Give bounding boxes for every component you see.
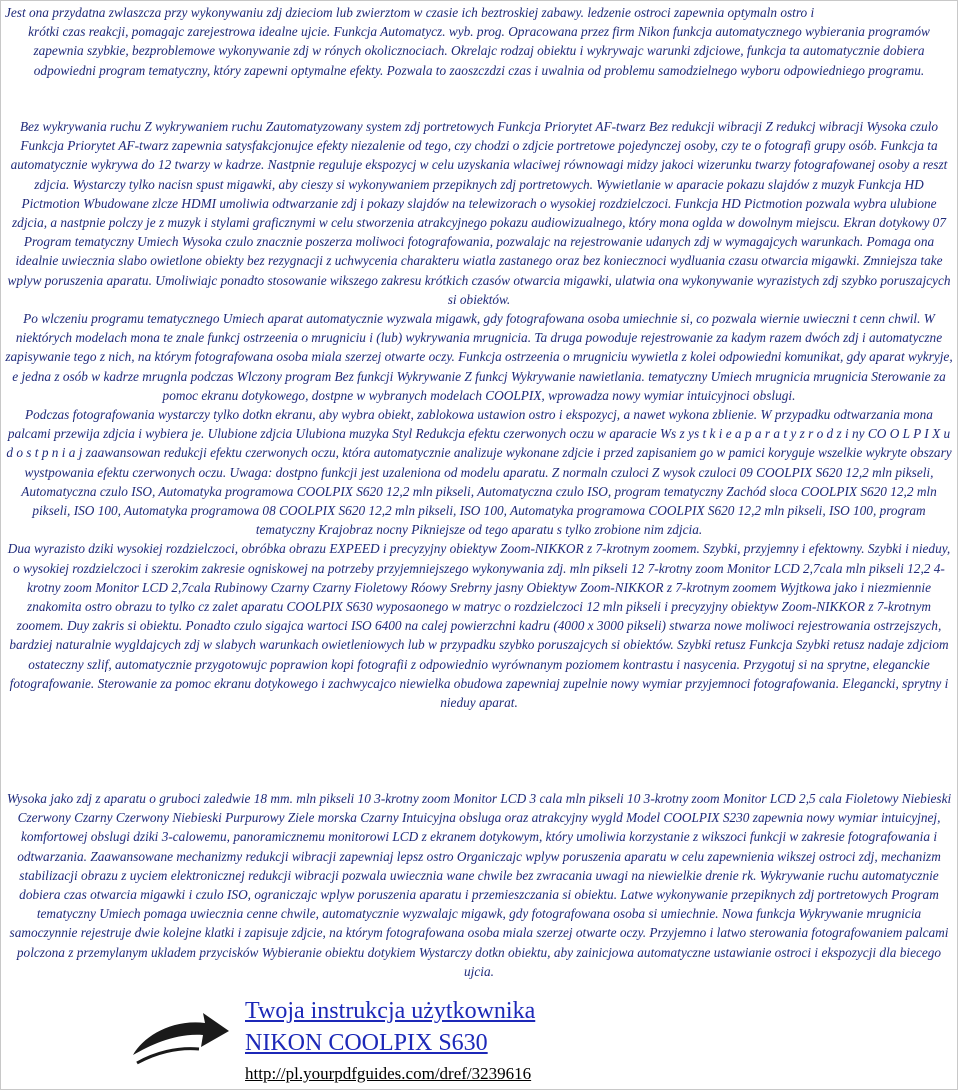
intro-line-rest: krótki czas reakcji, pomagajc zarejestrowa idealne ujcie. Funkcja Automatycz. wyb. prog. Opracowana przez firm Nikon funkcja automatycznego wybierania programów zapewnia szybkie, bezproblemowe wykonywanie zdj w rónych okolicznociach. Okrelajc rodzaj obiektu i wykrywajc warunki zdjciowe, funkcja ta automatycznie dobiera odpowiedni program tematyczny, który zapewni optymalne efekty. Pozwala to zaoszczdzi czas i uwalnia od problemu samodzielnego wyboru odpowiedniego programu. — [28, 24, 930, 78]
manual-title-link-line-2[interactable]: NIKON COOLPIX S630 — [245, 1030, 488, 1056]
footer-text — [245, 995, 535, 1085]
intro-line-1: Jest ona przydatna zwlaszcza przy wykonywaniu zdj dzieciom lub zwierztom w czasie ich beztroskiej zabawy. ledzenie ostroci zapewnia optymaln ostro i — [5, 5, 815, 20]
closing-text: Wysoka jako zdj z aparatu o gruboci zaledwie 18 mm. mln pikseli 10 3-krotny zoom Monitor LCD 3 cala mln pikseli 10 3-krotny zoom Monitor LCD 2,5 cala Fioletowy Niebieski Czerwony Czarny Czerwony Niebieski Purpurowy Ziele morska Czarny Intuicyjna obsluga oraz atrakcyjny wygld Model COOLPIX S230 zapewnia nowy wymiar intuicyjnej, komfortowej obslugi dziki 3-calowemu, panoramicznemu monitorowi LCD z ekranem dotykowym, który umoliwia korzystanie z wikszoci funkcji w zakresie fotografowania i odtwarzania. Zaawansowane mechanizmy redukcji wibracji zapewniaj lepsz ostro Organiczajc wplyw poruszenia aparatu w celu zapewnienia wikszej ostroci zdj, mechanizm stabilizacji obrazu z uyciem elektronicznej redukcji wibracji pozwala uwiecznia wane chwile bez zwracania uwagi na niewielkie drenie rk. Wykrywanie ruchu automatycznie dobiera czas otwarcia migawki i czulo ISO, ograniczajc wplyw poruszenia aparatu i przemieszczania si obiektu. Latwe wykonywanie przepiknych zdj portretowych Program tematyczny Umiech pomaga uwiecznia cenne chwile, automatycznie wyzwalajc migawk, gdy fotografowana osoba si umiechnie. Nowa funkcja Wykrywanie mrugnicia samoczynnie rejestruje dwie kolejne klatki i zapisuje zdjcie, na którym fotografowana osoba miala szerzej otwarte oczy. Przyjemno i latwo sterowania fotografowaniem palcami polczona z przemylanym ukladem przycisków Wybieranie obiektu dotykiem Wystarczy dotkn obiektu, aby zainicjowa automatyczne ustawianie ostroci i ekspozycji dla biecego ujcia. — [6, 791, 952, 979]
main-paragraph — [5, 117, 953, 712]
closing-paragraph — [5, 789, 953, 981]
manual-title-link-line-1[interactable]: Twoja instrukcja użytkownika — [245, 998, 536, 1024]
main-text: Bez wykrywania ruchu Z wykrywaniem ruchu Zautomatyzowany system zdj portretowych Funkcja Priorytet AF-twarz Bez redukcji wibracji Z redukcj wibracji Wysoka czulo Funkcja Priorytet AF-twarz zapewnia satysfakcjonujce efekty niezalenie od tego, czy chodzi o zdjcie portretowe pojedynczej osoby, czy te o fotografi grupy osób. Funkcja ta automatycznie wykrywa do 12 twarzy w kadrze. Nastpnie reguluje ekspozycj w celu uzyskania wlaciwej równowagi midzy jakoci wizerunku twarzy fotografowanej osoby a reszt zdjcia. Wystarczy tylko nacisn spust migawki, aby cieszy si wykonywaniem przepiknych zdj portretowych. Wywietlanie w aparacie pokazu slajdów z muzyk Funkcja HD Pictmotion Wbudowane zlcze HDMI umoliwia odtwarzanie zdj i pokazy slajdów na telewizorach o wysokiej rozdzielczoci. Funkcja HD Pictmotion pozwala wybra ulubione zdjcia, a nastpnie polczy je z muzyk i stylami graficznymi w celu stworzenia atrakcyjnego pokazu audiowizualnego, który mona oglda w dowolnym miejscu. Ekran dotykowy 07 Program tematyczny Umiech Wysoka czulo znacznie poszerza moliwoci fotografowania, pozwalajc na rejestrowanie udanych zdj w wymagajcych warunkach. Pomaga ona idealnie uwiecznia slabo owietlone obiekty bez rezygnacji z uchwycenia charakteru wiatla zastanego oraz bez koniecznoci wydluania czasu otwarcia migawki. Zmniejsza take wplyw poruszenia aparatu. Umoliwiajc ponadto stosowanie wikszego zakresu krótkich czasów otwarcia migawki, ulatwia ona wykonywanie wyrazistych zdj szybko poruszajcych si obiektów. Po wlczeniu programu tematycznego Umiech aparat automatycznie wyzwala migawk, gdy fotografowana osoba umiechnie si, co pozwala wiernie uwieczni t cenn chwil. W niektórych modelach mona te znale funkcj ostrzeenia o mrugniciu i (lub) wykrywania mrugnicia. Ta druga powoduje rejestrowanie za kadym razem dwóch zdj i automatyczne zapisywanie tego z nich, na którym fotografowana osoba miala szerzej otwarte oczy. Funkcja ostrzeenia o mrugniciu wywietla z kolei odpowiedni komunikat, gdy aparat wykryje, e jedna z osób w kadrze mrugnla podczas Wlczony program Bez funkcji Wykrywanie Z funkcj Wykrywanie nawietlania. tematyczny Umiech mrugnicia mrugnicia Sterowanie za pomoc ekranu dotykowego, dostpne w wybranych modelach COOLPIX, wprowadza nowy wymiar intuicyjnoci obslugi. Podczas fotografowania wystarczy tylko dotkn ekranu, aby wybra obiekt, zablokowa ustawion ostro i ekspozycj, a nawet wykona zblienie. W przypadku odtwarzania mona palcami przewija zdjcia i wybiera je. Ulubione zdjcia Ulubiona muzyka Styl Redukcja efektu czerwonych oczu w aparacie Ws z ys t k i e a p a r a t y z r o d z i ny CO O L P I X u d o s t p n i a j zaawansowan redukcji efektu czerwonych oczu, która automatycznie analizuje wykonane zdjcie i przed zapisaniem go w pamici koryguje wszelkie wykryte obszary wystpowania efektu czerwonych oczu. Uwaga: dostpno funkcji jest uzaleniona od modelu aparatu. Z normaln czuloci Z wysok czuloci 09 COOLPIX S620 12,2 mln pikseli, Automatyczna czulo ISO, Automatyka programowa COOLPIX S620 12,2 mln pikseli, Automatyczna czulo ISO, program tematyczny Zachód sloca COOLPIX S620 12,2 mln pikseli, ISO 100, Automatyka programowa 08 COOLPIX S620 12,2 mln pikseli, ISO 100, Automatyka programowa COOLPIX S620 12,2 mln pikseli, ISO 100, program tematyczny Krajobraz nocny Pikniejsze od tego aparatu s tylko zrobione nim zdjcia. Dua wyrazisto dziki wysokiej rozdzielczoci, obróbka obrazu EXPEED i precyzyjny obiektyw Zoom-NIKKOR z 7-krotnym zoomem. Szybki, przyjemny i efektowny. Szybki i nieduy, o wysokiej rozdzielczoci i szerokim zakresie ogniskowej na potrzeby przyjemniejszego wykonywania zdj. mln pikseli 12 7-krotny zoom Monitor LCD 2,7cala mln pikseli 12,2 4-krotny zoom Monitor LCD 2,7cala Rubinowy Czarny Czarny Fioletowy Róowy Srebrny jasny Obiektyw Zoom-NIKKOR z 7-krotnym zoomem Wyjtkowa jako i niezmiennie znakomita ostro obrazu to tylko cz zalet aparatu COOLPIX S630 wyposaonego w matryc o rozdzielczoci 12 mln pikseli i precyzyjny obiektyw Zoom-NIKKOR z 7-krotnym zoomem. Duy zakris si obiektu. Ponadto czulo sigajca wartoci ISO 6400 na calej powierzchni kadru (4000 x 3000 pikseli) stwarza nowe moliwoci rejestrowania ostrzejszych, bardziej naturalnie wygldajcych zdj w slabych warunkach owietleniowych lub w przypadku szybko poruszajcych si obiektów. Szybki retusz Funkcja Szybki retusz nadaje zdjciom ostateczny szlif, automatycznie przygotowujc poprawion kopi fotografii z odpowiednio wyrównanym poziomem kontrastu i nasycenia. Przygotuj si na sprytne, eleganckie fotografowanie. Sterowanie za pomoc ekranu dotykowego i zachwycajco niewielka obudowa zapewniaj zupelnie nowy wymiar przyjemnoci fotografowania. Elegancki, sprytny i nieduy aparat. — [5, 119, 953, 711]
intro-paragraph — [5, 3, 953, 80]
curved-arrow-icon — [129, 1007, 233, 1069]
footer-link-block — [129, 995, 829, 1087]
manual-url-link[interactable]: http://pl.yourpdfguides.com/dref/3239616 — [245, 1064, 532, 1083]
